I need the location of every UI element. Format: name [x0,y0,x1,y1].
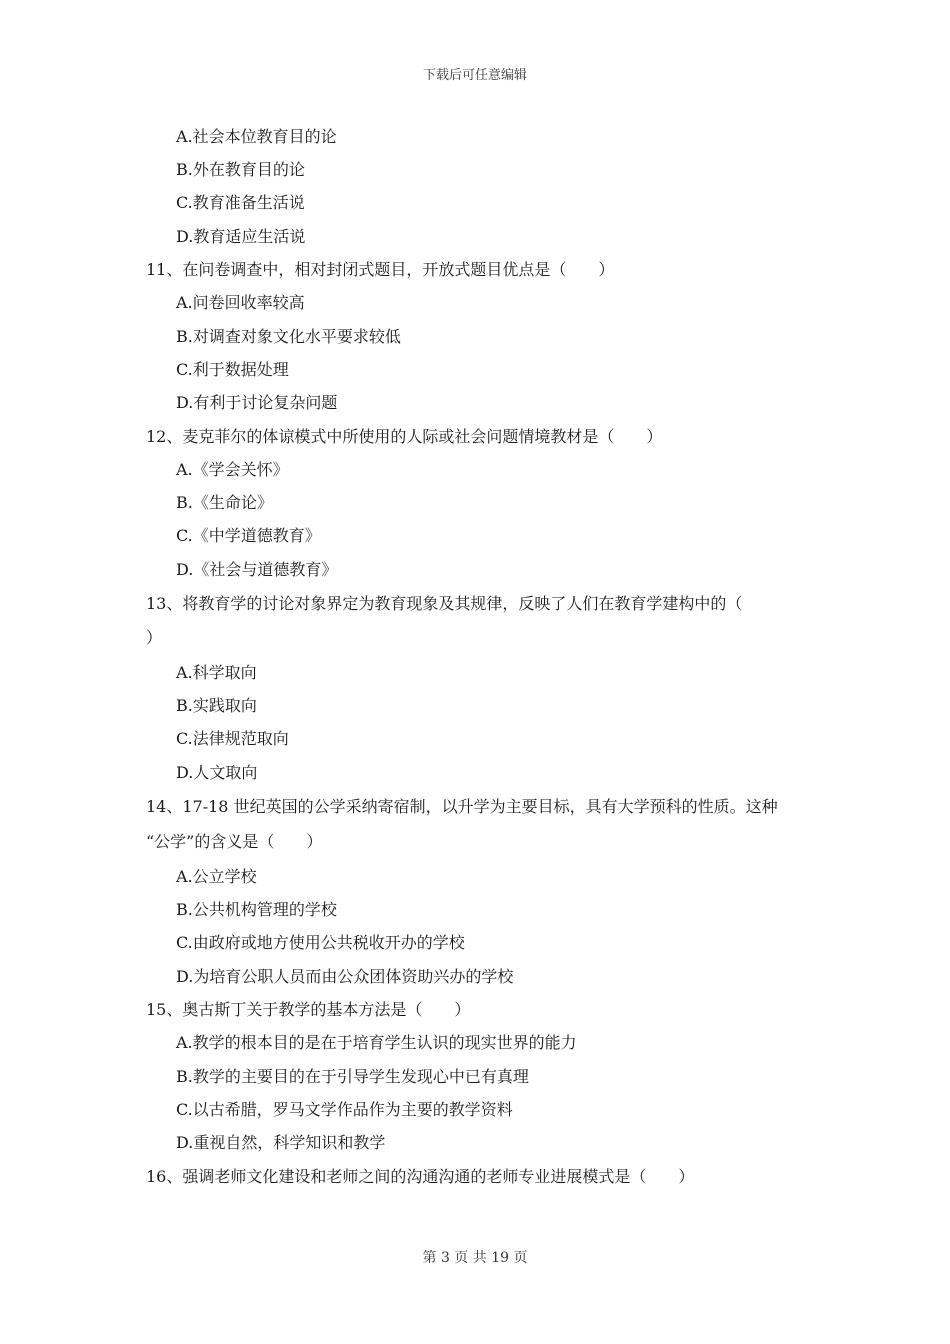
question-12-stem: 12、麦克菲尔的体谅模式中所使用的人际或社会问题情境教材是（ ） [146,427,663,446]
question-11-option-c: C.利于数据处理 [176,360,289,379]
question-14-option-c: C.由政府或地方使用公共税收开办的学校 [176,933,465,952]
question-15-option-a: A.教学的根本目的是在于培育学生认识的现实世界的能力 [176,1033,577,1052]
question-14-option-d: D.为培育公职人员而由公众团体资助兴办的学校 [176,967,514,986]
question-14-option-a: A.公立学校 [176,867,257,886]
question-14-stem-continued: “公学”的含义是（ ） [146,832,323,851]
question-12-option-c: C.《中学道德教育》 [176,526,321,545]
question-13-option-b: B.实践取向 [176,696,257,715]
question-13-option-d: D.人文取向 [176,763,258,782]
option-prev-a: A.社会本位教育目的论 [176,127,337,146]
question-15-option-c: C.以古希腊，罗马文学作品作为主要的教学资料 [176,1100,513,1119]
question-16-stem: 16、强调老师文化建设和老师之间的沟通沟通的老师专业进展模式是（ ） [146,1167,695,1186]
question-14-option-b: B.公共机构管理的学校 [176,900,337,919]
question-11-stem: 11、在问卷调查中，相对封闭式题目，开放式题目优点是（ ） [146,260,615,279]
question-14-stem: 14、17-18 世纪英国的公学采纳寄宿制，以升学为主要目标，具有大学预科的性质。这种 [146,797,778,816]
question-12-option-b: B.《生命论》 [176,493,273,512]
option-prev-b: B.外在教育目的论 [176,160,305,179]
question-11-option-b: B.对调查对象文化水平要求较低 [176,327,401,346]
question-12-option-a: A.《学会关怀》 [176,460,289,479]
option-prev-c: C.教育准备生活说 [176,193,305,212]
page-header: 下载后可任意编辑 [422,68,527,83]
question-15-option-b: B.教学的主要目的在于引导学生发现心中已有真理 [176,1067,529,1086]
question-13-stem-continued: ） [146,628,163,647]
question-12-option-d: D.《社会与道德教育》 [176,560,338,579]
question-13-stem: 13、将教育学的讨论对象界定为教育现象及其规律，反映了人们在教育学建构中的（ [146,594,743,613]
option-prev-d: D.教育适应生活说 [176,227,306,246]
page-number: 第 3 页 共 19 页 [422,1250,528,1266]
question-13-option-a: A.科学取向 [176,663,257,682]
question-15-stem: 15、奥古斯丁关于教学的基本方法是（ ） [146,1000,471,1019]
question-15-option-d: D.重视自然，科学知识和教学 [176,1133,386,1152]
question-11-option-d: D.有利于讨论复杂问题 [176,393,338,412]
question-13-option-c: C.法律规范取向 [176,729,289,748]
question-11-option-a: A.问卷回收率较高 [176,293,305,312]
